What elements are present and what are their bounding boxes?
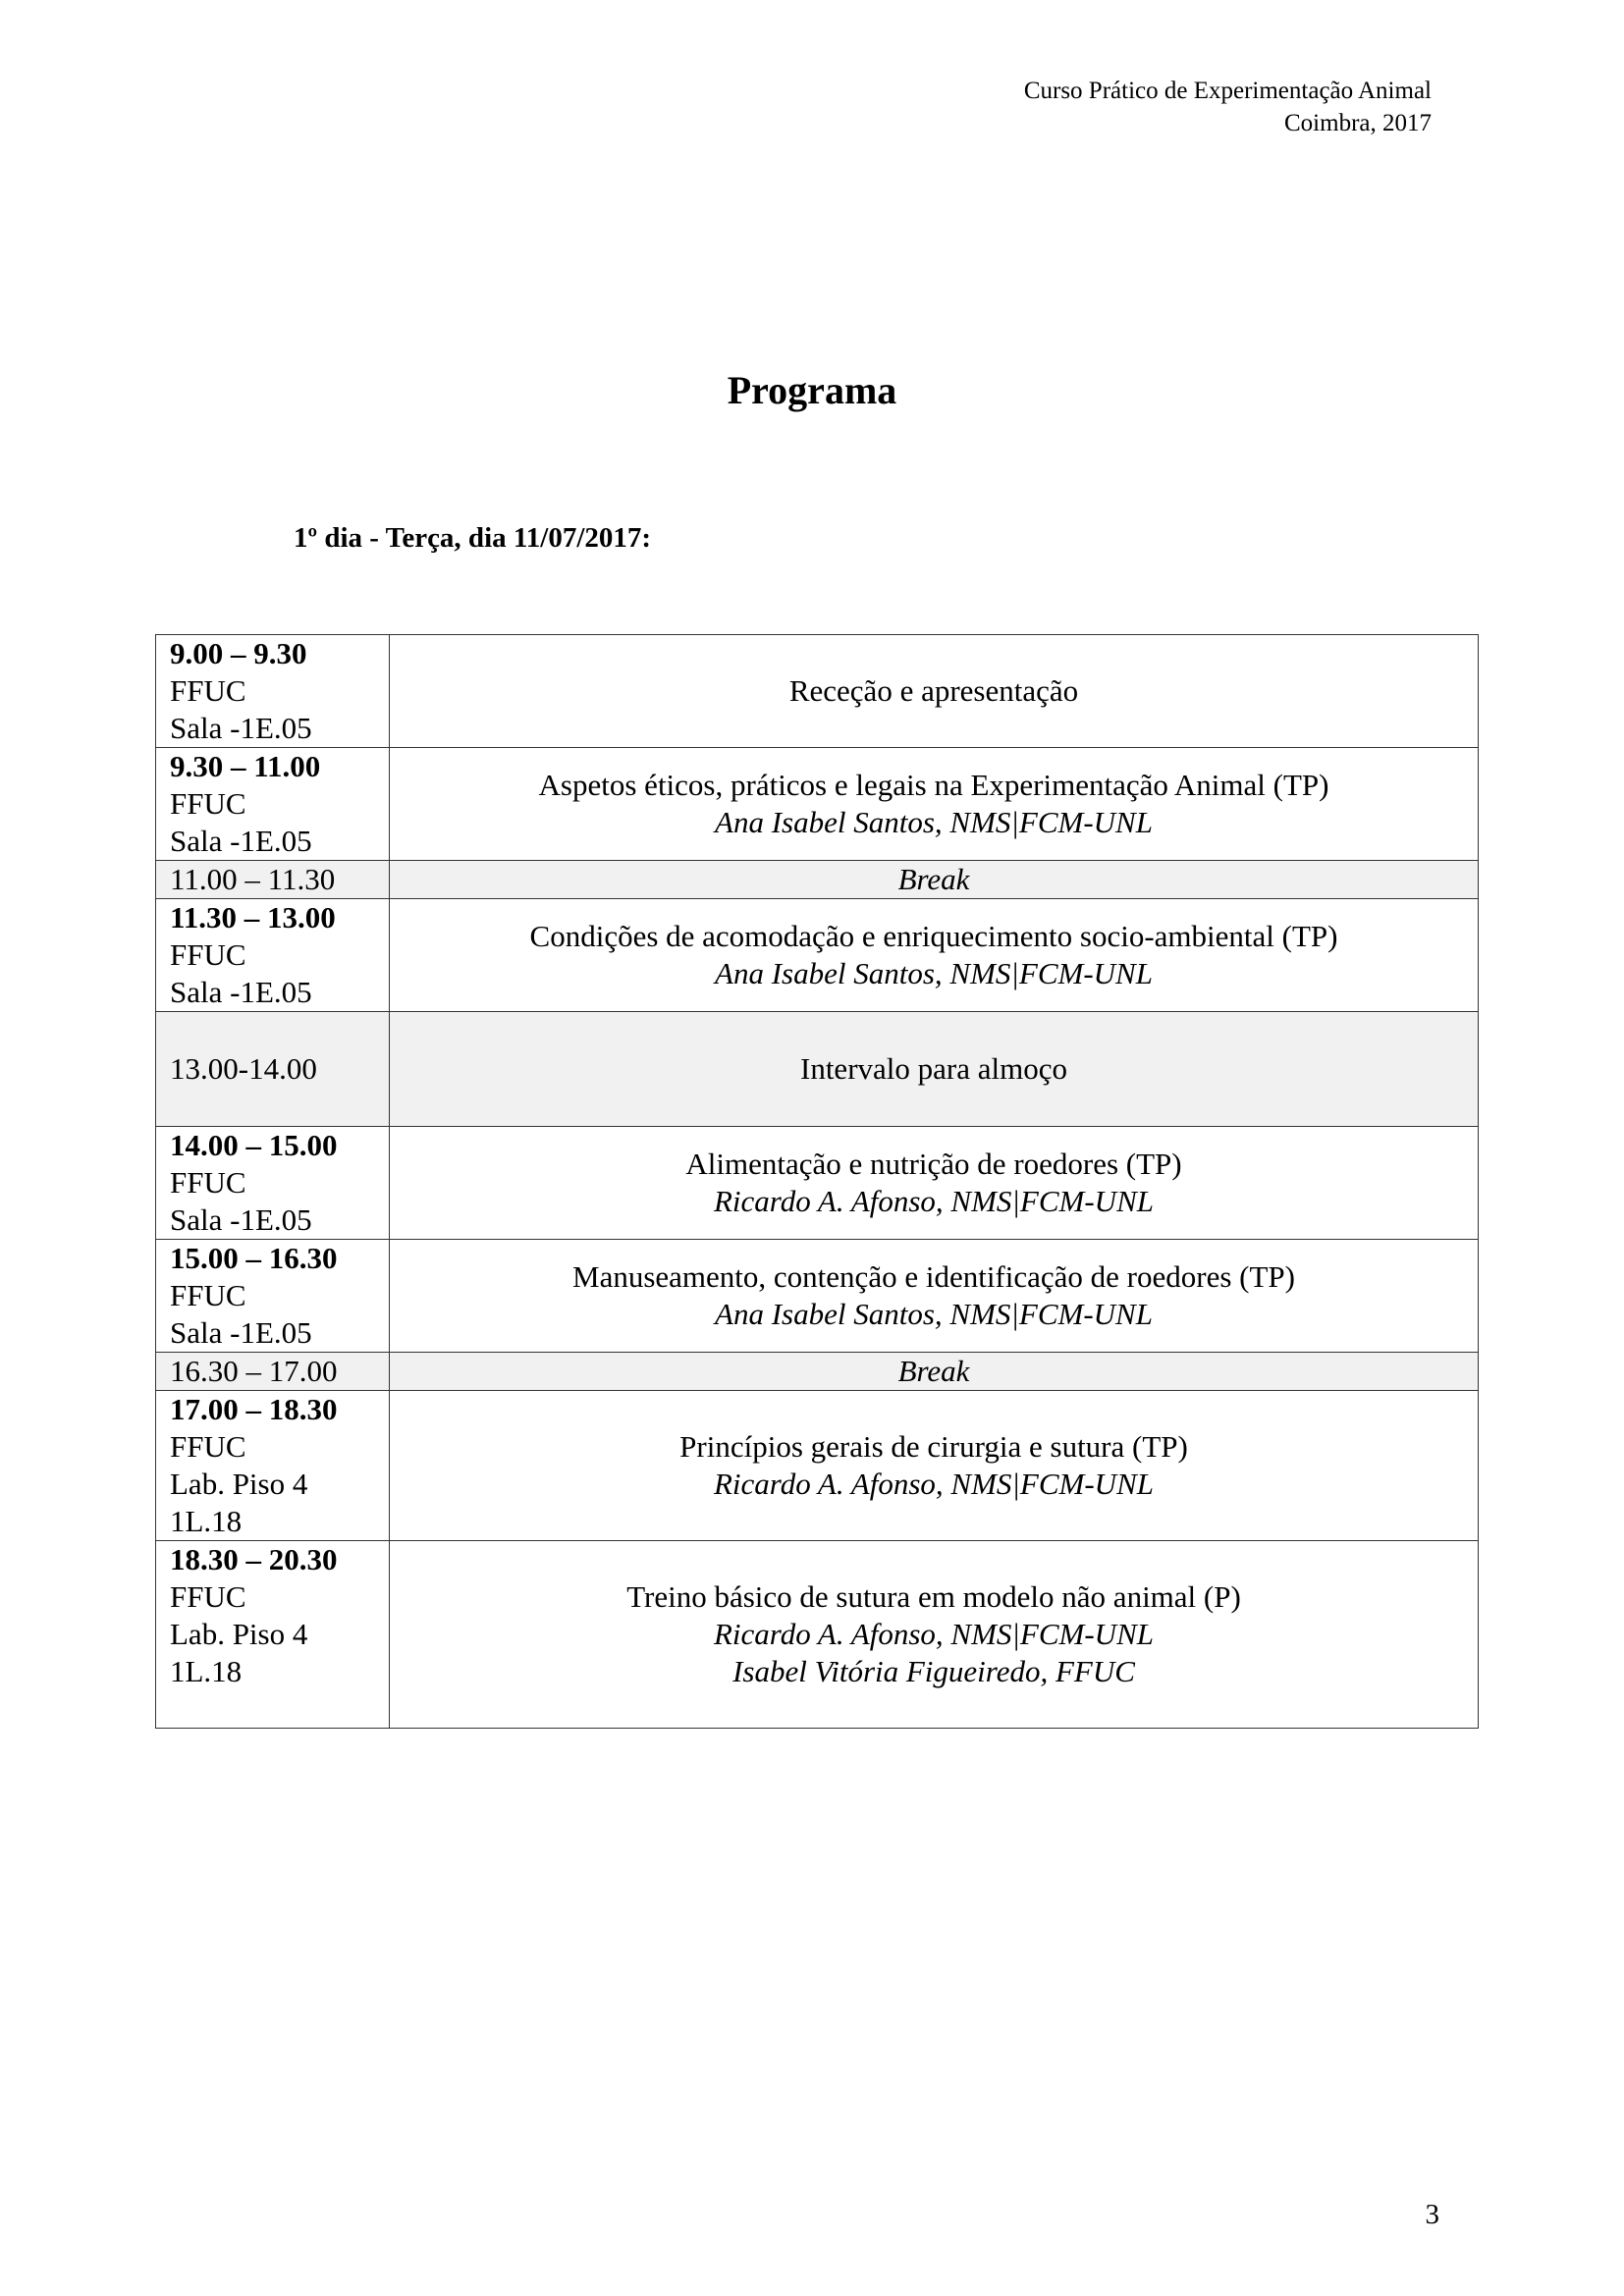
lunch-row [156, 1012, 1479, 1127]
speaker: Isabel Vitória Figueiredo, FFUC [732, 1654, 1135, 1688]
speaker: Ricardo A. Afonso, NMS|FCM-UNL [714, 1467, 1154, 1501]
location: FFUC [170, 1165, 246, 1200]
time-range: 13.00-14.00 [170, 1051, 317, 1086]
activity-title: Condições de acomodação e enriquecimento socio-ambiental (TP) [529, 919, 1338, 953]
speaker: Ricardo A. Afonso, NMS|FCM-UNL [714, 1184, 1154, 1218]
room: Sala -1E.05 [170, 1315, 312, 1350]
page-number: 3 [1425, 2199, 1439, 2230]
table-row [156, 1127, 1479, 1240]
room-code: 1L.18 [170, 1654, 243, 1688]
table-row [156, 1541, 1479, 1729]
time-cell [156, 861, 390, 899]
location: FFUC [170, 937, 246, 972]
break-row [156, 1353, 1479, 1391]
activity-cell [390, 861, 1479, 899]
speaker: Ana Isabel Santos, NMS|FCM-UNL [715, 956, 1153, 990]
location: FFUC [170, 1429, 246, 1464]
header-course-name: Curso Prático de Experimentação Animal [1023, 78, 1432, 104]
location: FFUC [170, 1579, 246, 1614]
activity-cell [390, 635, 1479, 748]
time-cell [156, 1541, 390, 1729]
time-range: 15.00 – 16.30 [170, 1241, 338, 1275]
time-range: 9.00 – 9.30 [170, 636, 307, 670]
time-range: 17.00 – 18.30 [170, 1392, 338, 1426]
time-cell [156, 899, 390, 1012]
activity-title: Treino básico de sutura em modelo não animal (P) [626, 1579, 1241, 1614]
activity-cell [390, 1127, 1479, 1240]
time-cell [156, 748, 390, 861]
schedule-table [155, 634, 1479, 1729]
activity-cell [390, 899, 1479, 1012]
activity-title: Manuseamento, contenção e identificação de roedores (TP) [572, 1259, 1295, 1294]
time-range: 11.00 – 11.30 [170, 862, 336, 896]
speaker: Ricardo A. Afonso, NMS|FCM-UNL [714, 1617, 1154, 1651]
time-range: 14.00 – 15.00 [170, 1128, 338, 1162]
room: Lab. Piso 4 [170, 1617, 308, 1651]
table-row [156, 635, 1479, 748]
table-row [156, 899, 1479, 1012]
room: Sala -1E.05 [170, 824, 312, 858]
time-range: 9.30 – 11.00 [170, 749, 321, 783]
activity-title: Receção e apresentação [788, 673, 1079, 708]
activity-title: Princípios gerais de cirurgia e sutura (TP) [679, 1429, 1188, 1464]
table-row [156, 748, 1479, 861]
time-cell [156, 635, 390, 748]
day-heading: 1º dia - Terça, dia 11/07/2017: [294, 522, 652, 554]
room: Sala -1E.05 [170, 711, 312, 745]
time-cell [156, 1353, 390, 1391]
room-code: 1L.18 [170, 1504, 243, 1538]
header-city-year: Coimbra, 2017 [1284, 110, 1432, 136]
activity-cell [390, 1353, 1479, 1391]
time-cell [156, 1012, 390, 1127]
activity-cell [390, 748, 1479, 861]
time-range: 11.30 – 13.00 [170, 900, 336, 934]
time-range: 16.30 – 17.00 [170, 1354, 338, 1388]
speaker: Ana Isabel Santos, NMS|FCM-UNL [715, 1297, 1153, 1331]
activity-title: Aspetos éticos, práticos e legais na Experimentação Animal (TP) [538, 768, 1329, 802]
time-range: 18.30 – 20.30 [170, 1542, 338, 1576]
break-row [156, 861, 1479, 899]
break-label: Break [897, 1354, 970, 1388]
location: FFUC [170, 1278, 246, 1312]
activity-cell [390, 1240, 1479, 1353]
page-title: Programa [727, 368, 897, 412]
activity-cell [390, 1012, 1479, 1127]
location: FFUC [170, 673, 246, 708]
activity-title: Intervalo para almoço [800, 1051, 1067, 1086]
room: Sala -1E.05 [170, 975, 312, 1009]
page-header [1024, 75, 1432, 139]
time-cell [156, 1240, 390, 1353]
speaker: Ana Isabel Santos, NMS|FCM-UNL [715, 805, 1153, 839]
time-cell [156, 1127, 390, 1240]
activity-cell [390, 1391, 1479, 1541]
break-label: Break [897, 862, 970, 896]
table-row [156, 1240, 1479, 1353]
room: Sala -1E.05 [170, 1202, 312, 1237]
time-cell [156, 1391, 390, 1541]
activity-title: Alimentação e nutrição de roedores (TP) [685, 1147, 1182, 1181]
table-row [156, 1391, 1479, 1541]
activity-cell [390, 1541, 1479, 1729]
room: Lab. Piso 4 [170, 1467, 308, 1501]
location: FFUC [170, 786, 246, 821]
